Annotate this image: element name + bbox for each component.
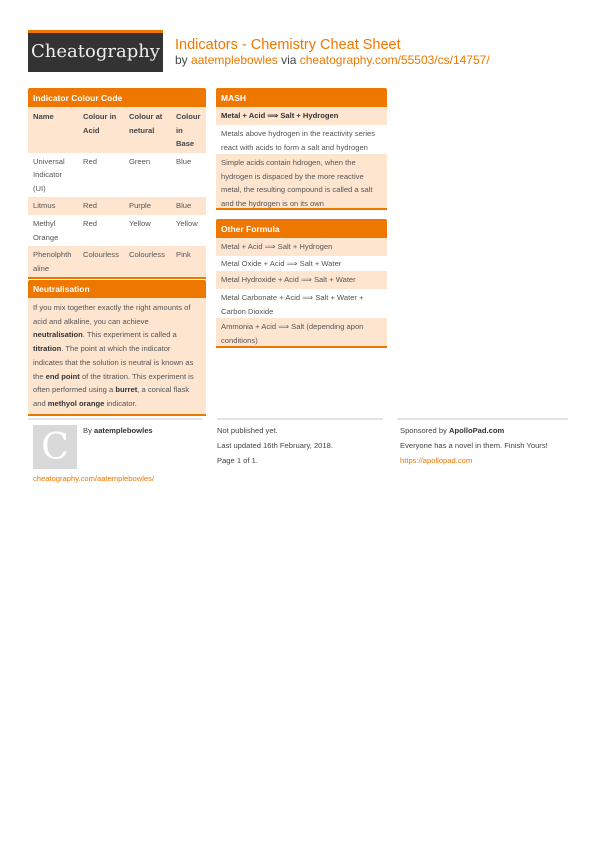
cell-base: Pink <box>176 250 191 259</box>
cell-acid: Red <box>83 219 97 228</box>
formula-row: Ammonia + Acid ⟹ Salt (depending apon conditions) <box>216 318 387 346</box>
cell-acid: Red <box>83 156 97 166</box>
column-header: Colour in Acid <box>83 112 117 135</box>
table-row <box>28 197 206 215</box>
other-formula-block <box>216 219 387 348</box>
cell-acid: Colourless <box>83 250 119 259</box>
cell-neutral: Yellow <box>129 219 151 228</box>
table-row <box>28 153 206 198</box>
author-link[interactable]: aatemplebowles <box>191 53 278 67</box>
cell-base: Blue <box>176 156 192 166</box>
block-title: Neutralisation <box>28 280 206 298</box>
cell-neutral: Green <box>129 156 151 166</box>
footer-divider <box>217 418 383 420</box>
cell-base: Yellow <box>176 219 198 228</box>
keyword-burret: burret <box>115 385 138 395</box>
block-title: Indicator Colour Code <box>28 88 206 107</box>
text-segment: indicator. <box>104 398 137 408</box>
formula-row: Metal Carbonate + Acid ⟹ Salt + Water + Carbon Dioxide <box>216 289 387 318</box>
cell-name: Phenolphthaline <box>33 250 72 273</box>
cell-base: Blue <box>176 201 192 210</box>
footer-author-name: aatemplebowles <box>93 426 153 435</box>
cell-neutral: Purple <box>129 201 151 210</box>
footer-sponsor <box>400 423 548 468</box>
text-segment: If you mix together exactly the right amounts of acid and alkaline, you can achieve <box>33 303 191 326</box>
column-header: Name <box>33 112 54 121</box>
sponsor-name: ApolloPad.com <box>448 426 505 435</box>
published-status: Not published yet. <box>217 426 278 435</box>
formula-row: Metal Oxide + Acid ⟹ Salt + Water <box>216 256 387 271</box>
cheatography-logo[interactable] <box>28 30 163 72</box>
mash-block <box>216 88 387 210</box>
sheet-url-link[interactable]: cheatography.com/55503/cs/14757/ <box>299 53 490 67</box>
via-label: via <box>277 53 300 67</box>
page-count: Page 1 of 1. <box>217 456 258 465</box>
last-updated: Last updated 16th February, 2018. <box>217 441 333 450</box>
logo-text: Cheatography <box>31 41 160 62</box>
footer-author <box>83 423 153 438</box>
formula-row: Metal + Acid ⟹ Salt + Hydrogen <box>216 238 387 256</box>
avatar-letter: C <box>41 427 69 468</box>
sponsor-line <box>400 423 548 438</box>
author-profile-link[interactable]: cheatography.com/aatemplebowles/ <box>33 474 155 483</box>
mash-formula: Metal + Acid ⟹ Salt + Hydrogen <box>216 107 387 125</box>
column-header: Colour in Base <box>176 112 201 148</box>
footer-divider <box>28 418 202 420</box>
cell-acid: Red <box>83 201 97 210</box>
table-row <box>28 215 206 246</box>
cell-name: Methyl Orange <box>33 219 59 242</box>
cell-name: Litmus <box>33 201 56 210</box>
neutralisation-text <box>28 298 206 416</box>
indicator-colour-code-block <box>28 88 206 279</box>
neutralisation-block <box>28 280 206 416</box>
text-segment: . This experiment is called a <box>82 330 177 340</box>
cell-neutral: Colourless <box>129 250 165 259</box>
by-label: By <box>83 426 94 435</box>
sponsor-link[interactable]: https://apollopad.com <box>400 456 473 465</box>
author-avatar[interactable] <box>33 425 77 469</box>
keyword-neutralisation: neutralisation <box>33 330 83 340</box>
keyword-titration: titration <box>33 344 62 354</box>
mash-row: Metals above hydrogen in the reactivity series react with acids to form a salt and hydrogen <box>216 125 387 154</box>
text-segment: , a conical flask and <box>33 385 190 408</box>
footer-divider <box>397 418 568 420</box>
keyword-methyol-orange: methyol orange <box>47 398 105 408</box>
column-header: Colour at netural <box>129 112 163 135</box>
cell-name: Universal Indicator (UI) <box>33 156 65 193</box>
table-header-row <box>28 107 206 153</box>
formula-row: Metal Hydroxide + Acid ⟹ Salt + Water <box>216 271 387 289</box>
sponsor-tagline: Everyone has a novel in them. Finish Yours! <box>400 441 548 450</box>
indicator-table <box>28 107 206 277</box>
text-segment: of the titration. This experiment is often performed using a <box>33 371 194 395</box>
keyword-end-point: end point <box>45 371 80 381</box>
block-title: Other Formula <box>216 219 387 238</box>
block-title: MASH <box>216 88 387 107</box>
page-title: Indicators - Chemistry Cheat Sheet <box>175 37 401 53</box>
table-row <box>28 246 206 277</box>
text-segment: . The point at which the indicator indicates that the solution is neutral is known as the <box>33 344 194 381</box>
sponsor-label: Sponsored by <box>400 426 449 435</box>
footer-author-url-wrap <box>33 471 154 486</box>
by-label: by <box>175 53 192 67</box>
footer-meta <box>217 423 333 468</box>
mash-row: Simple acids contain hdrogen, when the hydrogen is dispaced by the more reactive metal, the resulting compound is called a salt and the hydrogen is on its own <box>216 154 387 208</box>
byline <box>175 53 490 67</box>
